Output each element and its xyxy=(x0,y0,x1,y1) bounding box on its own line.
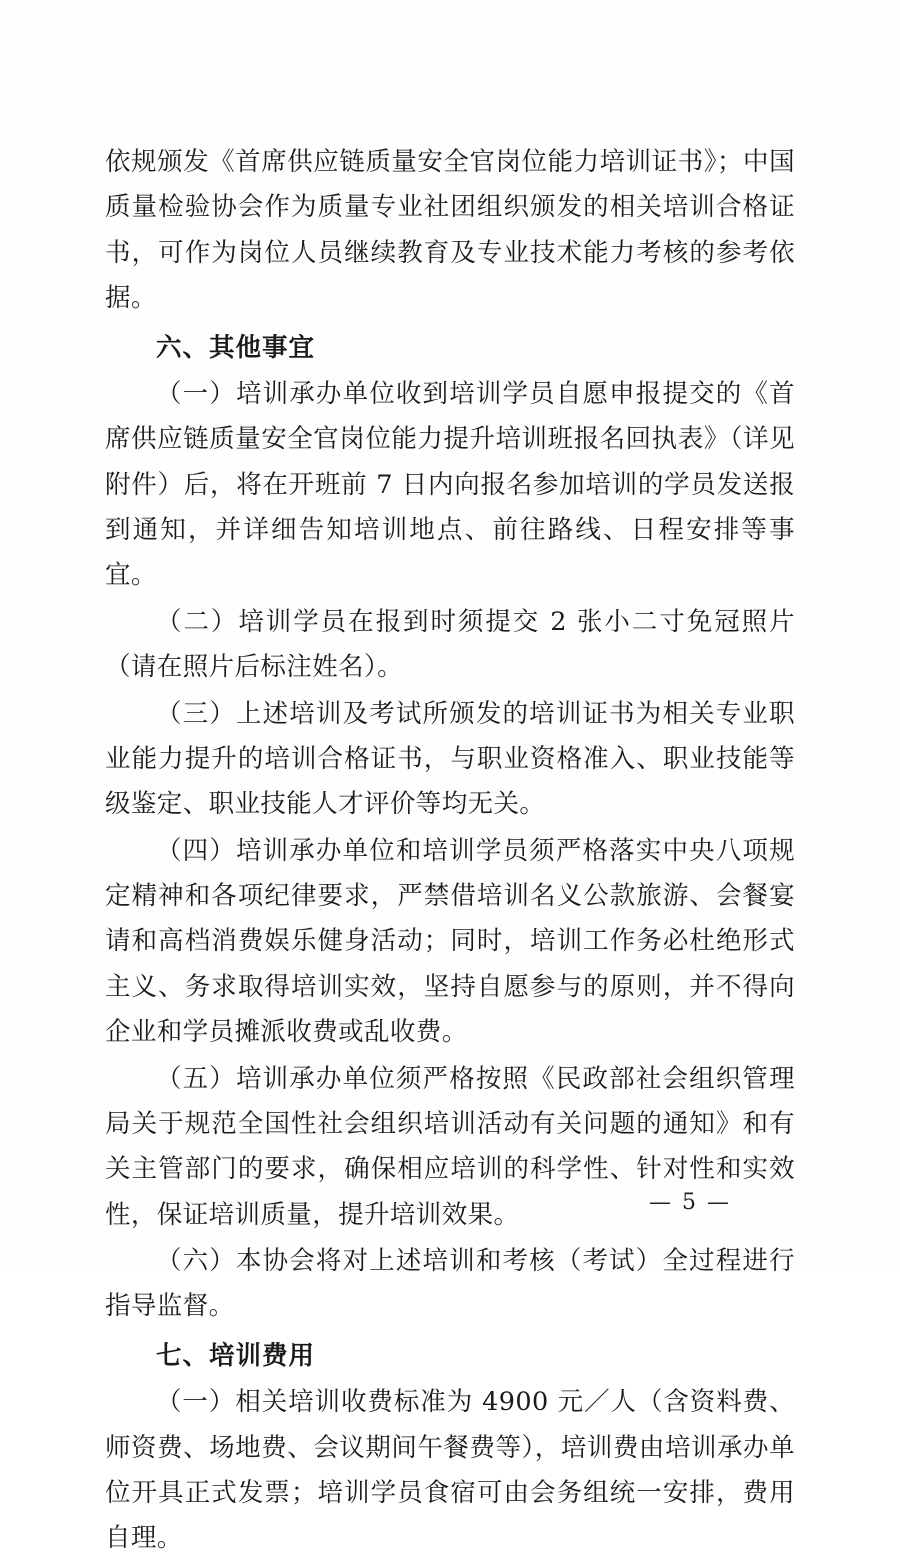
paragraph: （一）培训承办单位收到培训学员自愿申报提交的《首席供应链质量安全官岗位能力提升培训班报名回执表》（详见附件）后，将在开班前 7 日内向报名参加培训的学员发送报到通知，并详细告知培训地点、前往路线、日程安排等事宜。 xyxy=(105,378,795,591)
section-heading: 六、其他事宜 xyxy=(156,332,316,363)
page-number xyxy=(0,1190,900,1215)
section-heading: 七、培训费用 xyxy=(156,1340,316,1371)
paragraph: （一）相关培训收费标准为 4900 元／人（含资料费、师资费、场地费、会议期间午餐费等），培训费由培训承办单位开具正式发票；培训学员食宿可由会务组统一安排，费用自理。 xyxy=(105,1387,795,1554)
paragraph: （三）上述培训及考试所颁发的培训证书为相关专业职业能力提升的培训合格证书，与职业资格准入、职业技能等级鉴定、职业技能人才评价等均无关。 xyxy=(105,698,795,820)
paragraph: （五）培训承办单位须严格按照《民政部社会组织管理局关于规范全国性社会组织培训活动有关问题的通知》和有关主管部门的要求，确保相应培训的科学性、针对性和实效性，保证培训质量，提升培训效果。 xyxy=(105,1063,795,1230)
paragraph: （二）培训学员在报到时须提交 2 张小二寸免冠照片（请在照片后标注姓名）。 xyxy=(105,606,795,683)
paragraph: 依规颁发《首席供应链质量安全官岗位能力培训证书》；中国质量检验协会作为质量专业社团组织颁发的相关培训合格证书，可作为岗位人员继续教育及专业技术能力考核的参考依据。 xyxy=(105,147,795,314)
paragraph: （四）培训承办单位和培训学员须严格落实中央八项规定精神和各项纪律要求，严禁借培训名义公款旅游、会餐宴请和高档消费娱乐健身活动；同时，培训工作务必杜绝形式主义、务求取得培训实效，坚持自愿参与的原则，并不得向企业和学员摊派收费或乱收费。 xyxy=(105,835,795,1048)
paragraph: （六）本协会将对上述培训和考核（考试）全过程进行指导监督。 xyxy=(105,1246,795,1322)
document-body xyxy=(105,140,795,1562)
page-number-value: — 5 — xyxy=(649,1190,731,1215)
